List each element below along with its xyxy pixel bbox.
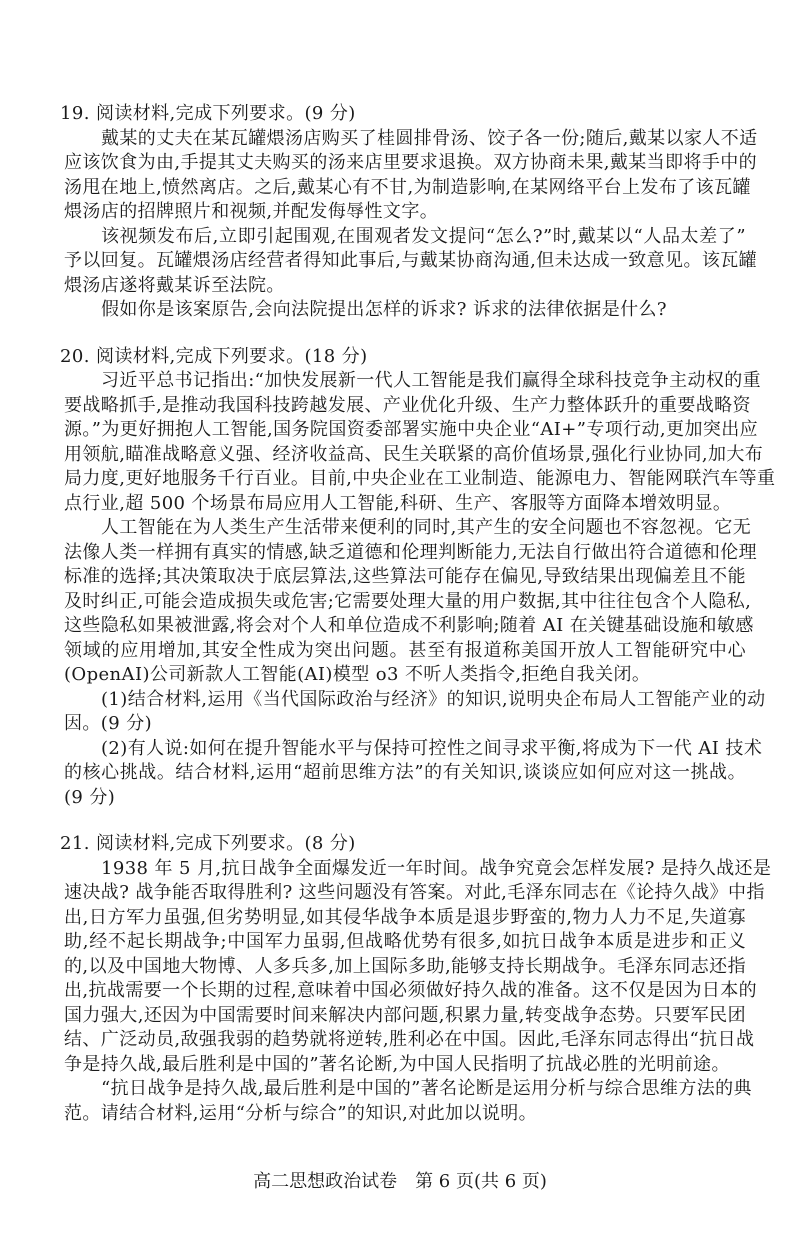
question-title: 21. 阅读材料,完成下列要求。(8 分) — [60, 833, 356, 854]
page-footer: 高二思想政治试卷 第 6 页(共 6 页) — [253, 1171, 547, 1192]
question-title: 20. 阅读材料,完成下列要求。(18 分) — [60, 345, 368, 367]
text-line: 速决战? 战争能否取得胜利? 这些问题没有答案。对此,毛泽东同志在《论持久战》中指 — [64, 882, 765, 903]
paragraph — [64, 737, 763, 811]
text-line: 的,以及中国地大物博、人多兵多,加上国际多助,能够支持长期战争。毛泽东同志还指 — [64, 955, 746, 977]
paragraph — [64, 369, 776, 516]
paragraph — [64, 1077, 752, 1126]
question-19 — [60, 102, 758, 323]
text-line: 这些隐私如果被泄露,将会对个人和单位造成不利影响;随着 AI 在关键基础设施和敏感 — [64, 615, 754, 636]
question-20 — [60, 345, 776, 811]
text-line: 范。请结合材料,运用“分析与综合”的知识,对此加以说明。 — [64, 1102, 538, 1124]
text-line: 争是持久战,最后胜利是中国的”著名论断,为中国人民指明了抗战必胜的光明前途。 — [64, 1053, 730, 1075]
text-line: 出,日方军力虽强,但劣势明显,如其侵华战争本质是退步野蛮的,物力人力不足,失道寡 — [64, 906, 746, 928]
text-line: 及时纠正,可能会造成损失或危害;它需要处理大量的用户数据,其中往往包含个人隐私, — [64, 590, 752, 612]
paragraph — [64, 516, 758, 688]
text-line: 源。”为更好拥抱人工智能,国务院国资委部署实施中央企业“AI+”专项行动,更加突出应 — [64, 419, 759, 440]
question-title: 19. 阅读材料,完成下列要求。(9 分) — [60, 103, 356, 124]
text-line: 助,经不起长期战争;中国军力虽弱,但战略优势有很多,如抗日战争本质是进步和正义 — [64, 931, 746, 952]
text-line: 结、广泛动员,敌强我弱的趋势就将逆转,胜利必在中国。因此,毛泽东同志得出“抗日战 — [64, 1029, 755, 1050]
text-line: 国力强大,还因为中国需要时间来解决内部问题,积累力量,转变战争态势。只要军民团 — [64, 1004, 746, 1026]
text-line: 领域的应用增加,其安全性成为突出问题。甚至有报道称美国开放人工智能研究中心 — [64, 639, 746, 661]
text-line: 戴某的丈夫在某瓦罐煨汤店购买了桂圆排骨汤、饺子各一份;随后,戴某以家人不适 — [101, 127, 758, 149]
text-line: “抗日战争是持久战,最后胜利是中国的”著名论断是运用分析与综合思维方法的典 — [101, 1078, 752, 1099]
text-line: (2)有人说:如何在提升智能水平与保持可控性之间寻求平衡,将成为下一代 AI 技术 — [101, 737, 763, 759]
text-line: 法像人类一样拥有真实的情感,缺乏道德和伦理判断能力,无法自行做出符合道德和伦理 — [64, 541, 758, 563]
text-line: (OpenAI)公司新款人工智能(AI)模型 o3 不听人类指令,拒绝自我关闭。 — [64, 664, 651, 685]
text-line: 煨汤店遂将戴某诉至法院。 — [64, 274, 285, 296]
text-line: 煨汤店的招牌照片和视频,并配发侮辱性文字。 — [64, 201, 439, 222]
page-content — [60, 102, 776, 1126]
text-line: 人工智能在为人类生产生活带来便利的同时,其产生的安全问题也不容忽视。它无 — [101, 517, 752, 538]
paragraph — [64, 298, 746, 323]
text-line: 的核心挑战。结合材料,运用“超前思维方法”的有关知识,谈谈应如何应对这一挑战。 — [64, 762, 746, 783]
question-21 — [60, 832, 772, 1126]
text-line: 用领航,瞄准战略意义强、经济收益高、民生关联紧的高价值场景,强化行业协同,加大布 — [64, 443, 764, 465]
text-line: 因。(9 分) — [64, 713, 153, 734]
text-line: 要战略抓手,是推动我国科技跨越发展、产业优化升级、生产力整体跃升的重要战略资 — [64, 394, 751, 416]
text-line: (9 分) — [64, 786, 116, 808]
text-line: 1938 年 5 月,抗日战争全面爆发近一年时间。战争究竟会怎样发展? 是持久战还是 — [101, 857, 772, 879]
paragraph — [64, 225, 758, 299]
text-line: 假如你是该案原告,会向法院提出怎样的诉求? 诉求的法律依据是什么? — [101, 299, 667, 320]
text-line: 该视频发布后,立即引起围观,在围观者发文提问“怎么?”时,戴某以“人品太差了” — [101, 225, 746, 247]
paragraph — [64, 857, 772, 1078]
paragraph — [64, 127, 758, 225]
text-line: 应该饮食为由,手提其丈夫购买的汤来店里要求退换。双方协商未果,戴某当即将手中的 — [64, 152, 758, 173]
text-line: 出,抗战需要一个长期的过程,意味着中国必须做好持久战的准备。这不仅是因为日本的 — [64, 980, 758, 1001]
paragraph — [64, 688, 766, 737]
text-line: 点行业,超 500 个场景布局应用人工智能,科研、生产、客服等方面降本增效明显。 — [64, 492, 732, 514]
text-line: 汤甩在地上,愤然离店。之后,戴某心有不甘,为制造影响,在某网络平台上发布了该瓦罐 — [64, 176, 751, 198]
text-line: 予以回复。瓦罐煨汤店经营者得知此事后,与戴某协商沟通,但未达成一致意见。该瓦罐 — [64, 250, 758, 271]
text-line: (1)结合材料,运用《当代国际政治与经济》的知识,说明央企布局人工智能产业的动 — [101, 688, 766, 710]
text-line: 局力度,更好地服务千行百业。目前,中央企业在工业制造、能源电力、智能网联汽车等重 — [64, 468, 776, 489]
text-line: 标准的选择;其决策取决于底层算法,这些算法可能存在偏见,导致结果出现偏差且不能 — [64, 566, 746, 587]
text-line: 习近平总书记指出:“加快发展新一代人工智能是我们赢得全球科技竞争主动权的重 — [101, 370, 762, 391]
